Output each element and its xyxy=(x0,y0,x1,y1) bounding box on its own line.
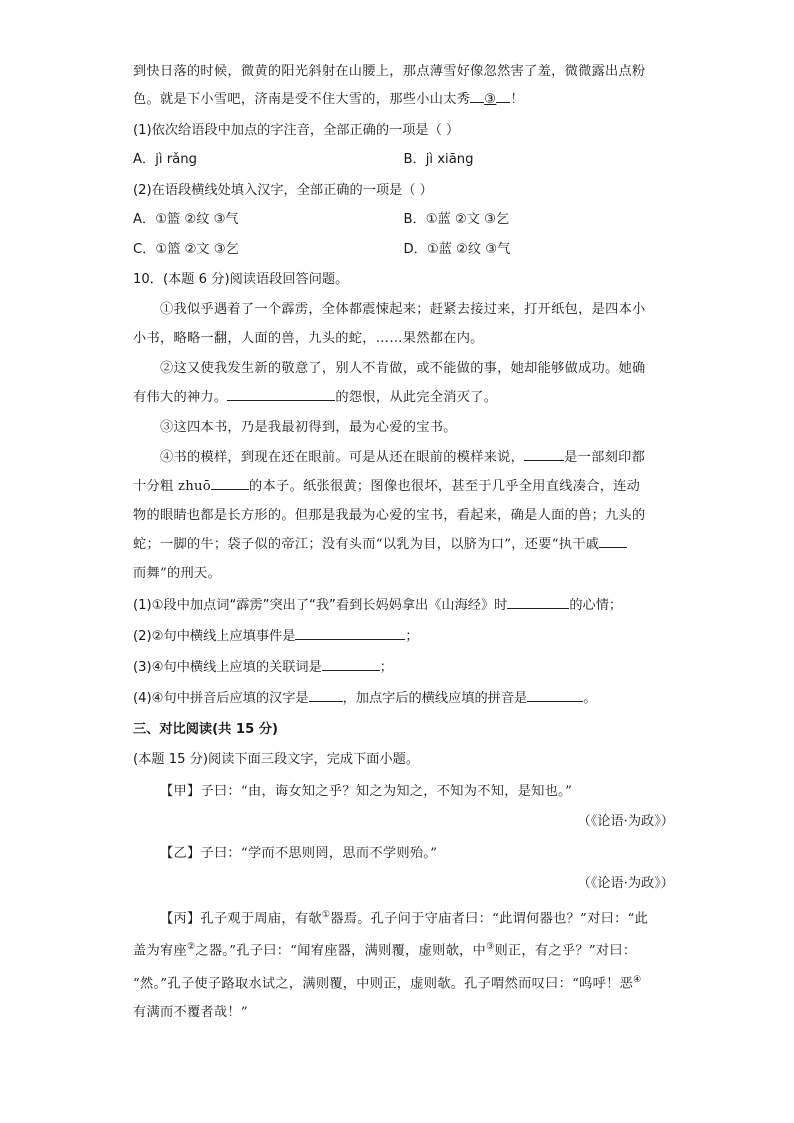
sub-question-text: (2)②句中横线上应填事件是 xyxy=(133,629,296,644)
sub-question-text: 。 xyxy=(583,691,597,706)
paragraph-text: 是一部刻印都 xyxy=(564,450,646,465)
question-stem: (2)在语段横线处填入汉字，全部正确的一项是（ ） xyxy=(133,183,433,198)
classical-excerpt-yi: 【乙】子曰：“学而不思则罔，思而不学则殆。” xyxy=(160,846,438,861)
options-row xyxy=(133,240,674,259)
answer-blank xyxy=(527,689,583,702)
answer-blank xyxy=(496,90,510,103)
classical-excerpt-bing xyxy=(133,906,674,928)
passage-text: ！ xyxy=(510,92,524,107)
sub-question xyxy=(133,627,674,646)
reading-paragraph: ①我似乎遇着了一个霹雳，全体都震悚起来；赶紧去接过来，打开纸包，是四本小 xyxy=(160,302,646,317)
passage-line: 到快日落的时候，微黄的阳光斜射在山腰上，那点薄雪好像忽然害了羞，微微露出点粉 xyxy=(133,64,646,79)
excerpt-text: “然。”孔子使子路取水试之，满则覆，中则正，虚则欹。孔子喟然而叹曰：“呜呼！恶 xyxy=(133,976,634,992)
blank-number: ③ xyxy=(484,92,497,107)
paragraph-text: 蛇；一脚的牛；袋子似的帝江；没有头而“以乳为目，以脐为口”，还要“执干戚 xyxy=(133,537,600,552)
paragraph-text: 的怨恨，从此完全消灭了。 xyxy=(335,390,498,405)
answer-blank xyxy=(227,388,335,401)
sub-question-text: (3)④句中横线上应填的关联词是 xyxy=(133,660,322,675)
source-citation: （《论语·为政》） xyxy=(577,814,674,829)
classical-excerpt-jia: 【甲】子曰：“由，诲女知之乎？知之为知之，不知为不知，是知也。” xyxy=(160,784,573,799)
answer-blank xyxy=(507,596,569,609)
sub-question-text: 的心情； xyxy=(569,598,623,613)
paragraph-text: 有伟大的神力。 xyxy=(133,390,228,405)
answer-blank xyxy=(295,627,405,640)
source-citation: （《论语·为政》） xyxy=(577,876,674,891)
answer-blank xyxy=(470,90,484,103)
sub-question-text: ； xyxy=(379,660,393,675)
excerpt-text: 之器。”孔子曰：“闻宥座器，满则覆，虚则欹，中 xyxy=(195,943,487,959)
reading-paragraph xyxy=(133,448,674,467)
reading-paragraph xyxy=(133,477,674,496)
sub-question xyxy=(133,689,674,708)
reading-paragraph: 小书，略略一翻，人面的兽，九头的蛇，……果然都在内。 xyxy=(133,331,484,346)
options-row xyxy=(133,150,674,169)
option-a: A．jì rǎng xyxy=(133,152,197,167)
classical-excerpt-bing xyxy=(133,971,674,993)
reading-paragraph: ③这四本书，乃是我最初得到，最为心爱的宝书。 xyxy=(160,420,457,435)
options-row xyxy=(133,210,674,229)
classical-excerpt-bing xyxy=(133,938,674,960)
passage-text: 色。就是下小雪吧，济南是受不住大雪的，那些小山太秀 xyxy=(133,92,471,107)
sub-question-text: ，加点字后的横线应填的拼音是 xyxy=(342,691,528,706)
excerpt-text: 器焉。孔子问于守庙者曰：“此谓何器也？”对曰：“此 xyxy=(330,911,649,927)
sub-question-text: ； xyxy=(405,629,419,644)
footnote-marker: ② xyxy=(186,942,196,953)
reading-paragraph: ②这又使我发生新的敬意了，别人不肯做，或不能做的事，她却能够做成功。她确 xyxy=(160,361,646,376)
paragraph-text: 十分粗 zhuō xyxy=(133,479,212,494)
reading-paragraph: 物的眼睛也都是长方形的。但那是我最为心爱的宝书，看起来，确是人面的兽；九头的 xyxy=(133,508,646,523)
option-b: B．①蓝 ②文 ③乞 xyxy=(403,212,510,227)
answer-blank xyxy=(599,535,627,548)
sub-question xyxy=(133,658,674,677)
answer-blank xyxy=(322,658,380,671)
excerpt-text: 盖为宥座 xyxy=(133,943,187,959)
question-header: 10．(本题 6 分)阅读语段回答问题。 xyxy=(133,272,349,287)
paragraph-text: ④书的模样，到现在还在眼前。可是从还在眼前的模样来说， xyxy=(160,450,525,465)
option-c: C．①篮 ②文 ③乞 xyxy=(133,242,239,257)
sub-question xyxy=(133,596,674,615)
sub-question-text: (1)①段中加点词“霹雳”突出了“我”看到长妈妈拿出《山海经》时 xyxy=(133,598,508,613)
classical-excerpt-bing: 有满而不覆者哉！” xyxy=(133,1005,248,1021)
sub-question-text: (4)④句中拼音后应填的汉字是 xyxy=(133,691,309,706)
answer-blank xyxy=(309,689,343,702)
footnote-marker: ④ xyxy=(633,974,642,985)
option-a: A．①篮 ②纹 ③气 xyxy=(133,212,239,227)
paragraph-text: 的本子。纸张很黄；图像也很坏，甚至于几乎全用直线凑合，连动 xyxy=(249,479,641,494)
answer-blank xyxy=(524,448,564,461)
reading-paragraph xyxy=(133,388,674,407)
reading-paragraph: 而舞”的刑天。 xyxy=(133,566,221,581)
question-stem: (1)依次给语段中加点的字注音，全部正确的一项是（ ） xyxy=(133,123,460,138)
section-title: 三、对比阅读(共 15 分) xyxy=(133,722,279,737)
excerpt-text: 则正，有之乎？”对曰： xyxy=(494,943,637,959)
section-intro: (本题 15 分)阅读下面三段文字，完成下面小题。 xyxy=(133,752,420,767)
footnote-marker: ① xyxy=(321,910,331,920)
reading-paragraph xyxy=(133,535,674,554)
option-b: B．jì xiāng xyxy=(403,152,474,167)
footnote-marker: ③ xyxy=(486,942,495,953)
passage-line xyxy=(133,90,674,109)
excerpt-text: 【丙】孔子观于周庙，有欹 xyxy=(160,911,322,927)
answer-blank xyxy=(211,477,249,490)
option-d: D．①蓝 ②纹 ③气 xyxy=(403,242,511,257)
